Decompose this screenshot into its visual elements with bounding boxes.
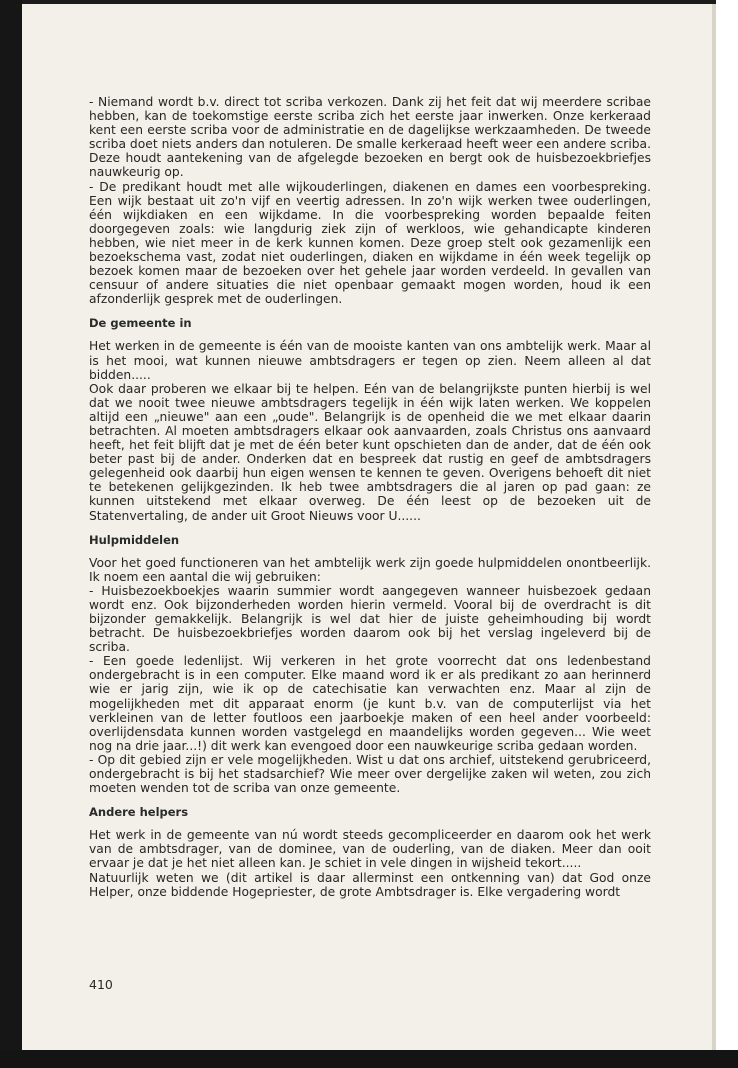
scan-margin-right <box>716 0 738 1068</box>
section-2-paragraph-4: - Op dit gebied zijn er vele mogelijkheden. Wist u dat ons archief, uitstekend gerubriceerd, ondergebracht is bij het stadsarchief? Wie meer over dergelijke zaken wil weten, zou zich moeten wenden tot de scriba van onze gemeente. <box>89 752 651 796</box>
scan-border-bottom <box>0 1050 738 1068</box>
article-body <box>89 95 651 899</box>
section-heading-de-gemeente-in: De gemeente in <box>89 316 192 331</box>
intro-paragraph-1: - Niemand wordt b.v. direct tot scriba verkozen. Dank zij het feit dat wij meerdere scribae hebben, kan de toekomstige eerste scriba zich het eerste jaar inwerken. Onze kerkeraad kent een eerste scriba voor de administratie en de dagelijkse werkzaamheden. De tweede scriba doet niets anders dan notuleren. De smalle kerkeraad heeft weer een andere scriba. Deze houdt aantekening van de afgelegde bezoeken en bergt ook de huisbezoekbriefjes nauwkeurig op. <box>89 95 651 180</box>
section-2-paragraph-1: Voor het goed functioneren van het ambtelijk werk zijn goede hulpmiddelen onontbeerlijk. Ik noem een aantal die wij gebruiken: <box>89 555 651 584</box>
section-2-paragraph-3: - Een goede ledenlijst. Wij verkeren in het grote voorrecht dat ons ledenbestand ondergebracht is in een computer. Elke maand word ik er als predikant zo aan herinnerd wie er jarig zijn, wie ik op de catechisatie kan verwachten enz. Maar al zijn de mogelijkheden met dit apparaat enorm (je kunt b.v. van de computerlijst via het verkleinen van de letter foutloos een jaarboekje maken of een heel ander voorbeeld: overlijdensdata kunnen worden vastgelegd en maandelijks worden gegeven... Wie weet nog na drie jaar...!) dit werk kan evengoed door een nauwkeurige scriba gedaan worden. <box>89 654 651 753</box>
section-3-paragraph-2: Natuurlijk weten we (dit artikel is daar allerminst een ontkenning van) dat God onze Helper, onze biddende Hogepriester, de grote Ambtsdrager is. Elke vergadering wordt <box>89 870 651 899</box>
section-3-paragraph-1: Het werk in de gemeente van nú wordt steeds gecompliceerder en daarom ook het werk van de ambtsdrager, van de dominee, van de ouderling, van de diaken. Meer dan ooit ervaar je dat je het niet alleen kan. Je schiet in vele dingen in wijsheid tekort..... <box>89 828 651 871</box>
scan-border-left <box>0 0 22 1068</box>
page-edge <box>712 4 716 1050</box>
section-2-paragraph-2: - Huisbezoekboekjes waarin summier wordt aangegeven wanneer huisbezoek gedaan wordt enz. Ook bijzonderheden worden hierin vermeld. Vooral bij de overdracht is dit bijzonder gemakkelijk. Belangrijk is wel dat hier de juiste geheimhouding bij wordt betracht. De huisbezoekbriefjes worden daarom ook bij het verslag ingeleverd bij de scriba. <box>89 583 651 655</box>
intro-paragraph-2: - De predikant houdt met alle wijkouderlingen, diakenen en dames een voorbespreking. Een wijk bestaat uit zo'n vijf en veertig adressen. In zo'n wijk werken twee ouderlingen, één wijkdiaken en een wijkdame. In die voorbespreking worden bepaalde feiten doorgegeven zoals: wie langdurig ziek zijn of werkloos, wie gehandicapte kinderen hebben, wie niet meer in de kerk kunnen komen. Deze groep stelt ook gezamenlijk een bezoekschema vast, zodat niet ouderlingen, diaken en wijkdame in één week tegelijk op bezoek komen maar de bezoeken over het gehele jaar worden verdeeld. In gevallen van censuur of andere situaties die niet openbaar gemaakt mogen worden, houd ik een afzonderlijk gesprek met de ouderlingen. <box>89 179 651 307</box>
section-heading-andere-helpers: Andere helpers <box>89 805 189 820</box>
section-1-paragraph-1: Het werken in de gemeente is één van de mooiste kanten van ons ambtelijk werk. Maar al is het mooi, wat kunnen nieuwe ambtsdragers er tegen op zien. Neem alleen al dat bidden..... <box>89 339 651 382</box>
page-number: 410 <box>89 977 113 992</box>
section-1-paragraph-2: Ook daar proberen we elkaar bij te helpen. Eén van de belangrijkste punten hierbij is wel dat we nooit twee nieuwe ambtsdragers tegelijk in één wijk laten werken. We koppelen altijd een „nieuwe" aan een „oude". Belangrijk is de openheid die we met elkaar daarin betrachten. Al moeten ambtsdragers elkaar ook aanvaarden, zoals Christus ons aanvaard heeft, het feit blijft dat je met de één beter kunt opschieten dan de ander, dat de één ook beter past bij de ander. Onderken dat en bespreek dat rustig en geef de ambtsdragers gelegenheid ook daarbij hun eigen wensen te kennen te geven. Overigens behoeft dit niet te betekenen gelijkgezinden. Ik heb twee ambtsdragers die al jaren op pad gaan: ze kunnen uitstekend met elkaar overweg. De één leest op de bezoeken uit de Statenvertaling, de ander uit Groot Nieuws voor U...... <box>89 381 651 523</box>
section-heading-hulpmiddelen: Hulpmiddelen <box>89 532 180 547</box>
